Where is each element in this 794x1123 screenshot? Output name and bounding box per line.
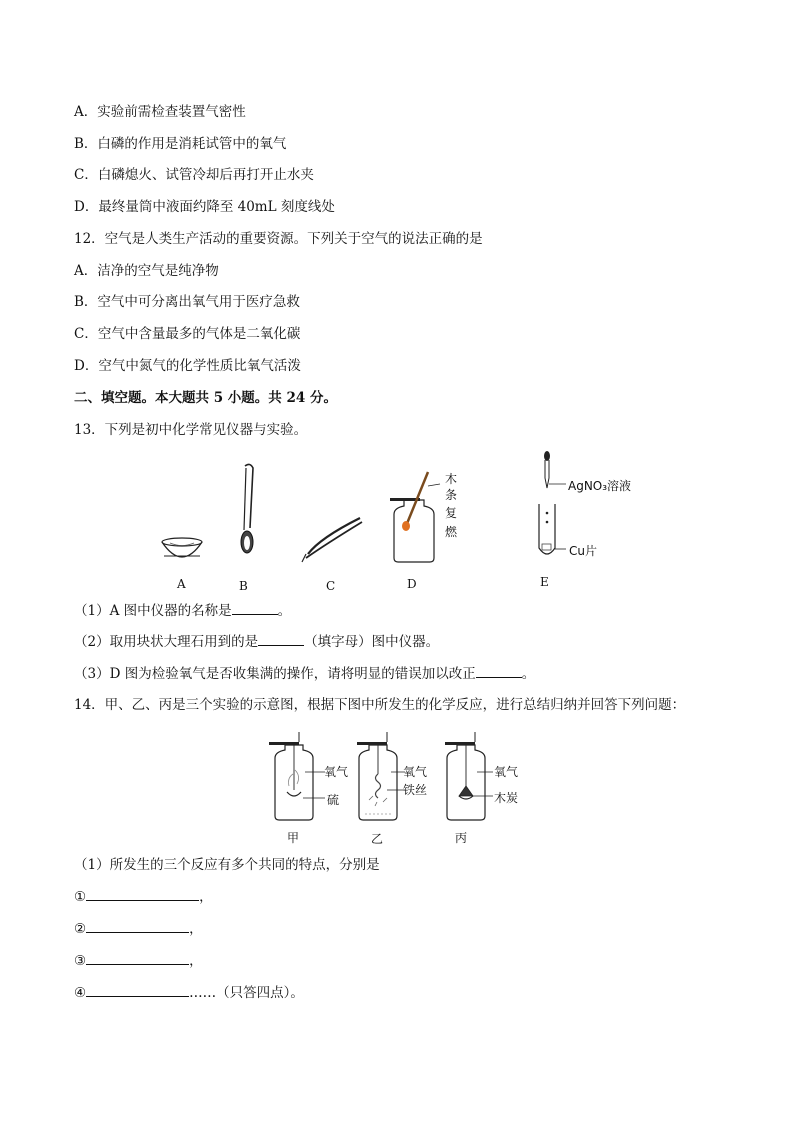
q13-sub3-text: （3）D 图为检验氧气是否收集满的操作，请将明显的错误加以改正 [74,666,476,682]
dropper-and-test-tube-icon [539,451,566,554]
q13-stem: 13．下列是初中化学常见仪器与实验。 [74,422,308,438]
q14-item-1-blank[interactable] [86,887,199,901]
q13-label-a: A [177,577,186,591]
evaporating-dish-icon [162,538,202,557]
q12-option-c: C．空气中含量最多的气体是二氧化碳 [74,326,301,342]
q13-sub3 [74,664,535,683]
q11-option-b: B．白磷的作用是消耗试管中的氧气 [74,136,287,152]
q13-figure [150,448,670,596]
q13-e-bottom-label: Cu片 [569,544,597,558]
yi-solid-label: 铁丝 [403,783,428,797]
section-heading: 二、填空题。本大题共 5 小题。共 24 分。 [74,390,337,406]
q14-item-4-marker: ④ [74,985,87,1001]
bottle-bing-charcoal-icon [445,732,493,820]
q11-option-a: A．实验前需检查装置气密性 [74,104,246,120]
q12-stem: 12．空气是人类生产活动的重要资源。下列关于空气的说法正确的是 [74,231,483,247]
q13-d-text-3: 复 [445,506,458,520]
bottle-jia-sulfur-icon [269,732,325,820]
q13-sub3-blank[interactable] [476,664,522,678]
q14-item-4 [74,983,304,1002]
q13-label-b: B [239,579,248,593]
q13-label-e: E [540,575,549,589]
q14-sub1: （1）所发生的三个反应有多个共同的特点，分别是 [74,857,380,873]
q14-item-3-blank[interactable] [86,951,189,965]
q14-item-4-blank[interactable] [86,983,189,997]
q11-option-c: C．白磷熄火、试管冷却后再打开止水夹 [74,167,314,183]
jia-gas-label: 氧气 [324,765,349,779]
q14-item-3-marker: ③ [74,953,87,969]
gas-bottle-with-splint-icon [390,472,440,562]
q14-item-2-marker: ② [74,921,87,937]
bing-solid-label: 木炭 [494,791,519,805]
tweezers-icon [302,518,362,562]
q14-item-3 [74,951,203,970]
q13-d-text-1: 木 [445,472,458,486]
q13-sub2 [74,632,439,651]
bing-name-label: 丙 [455,831,468,845]
q13-sub1-end: 。 [277,603,292,619]
q13-label-c: C [326,579,336,593]
bing-gas-label: 氧气 [494,765,519,779]
q14-item-4-tail: ……（只答四点）。 [189,985,304,1001]
q13-sub1-blank[interactable] [232,601,278,615]
q11-option-d: D．最终量筒中液面约降至 40mL 刻度线处 [74,199,335,215]
q14-item-1-comma: ， [199,889,213,905]
jia-name-label: 甲 [287,831,300,845]
q13-sub2-text: （2）取用块状大理石用到的是 [74,634,259,650]
yi-name-label: 乙 [371,832,384,846]
medicine-spoon-icon [241,464,253,553]
q13-sub2-end: （填字母）图中仪器。 [304,634,440,650]
q13-sub3-end: 。 [521,666,536,682]
q14-item-3-comma: ， [189,953,203,969]
q14-item-2-blank[interactable] [86,919,189,933]
q14-item-1-marker: ① [74,889,87,905]
q12-option-d: D．空气中氮气的化学性质比氧气活泼 [74,358,301,374]
q12-option-a: A．洁净的空气是纯净物 [74,263,219,279]
bottle-yi-iron-wire-icon [357,732,405,820]
jia-solid-label: 硫 [327,793,340,807]
yi-gas-label: 氧气 [403,765,428,779]
q13-sub2-blank[interactable] [258,632,304,646]
q13-sub1 [74,601,291,620]
q14-stem: 14．甲、乙、丙是三个实验的示意图，根据下图中所发生的化学反应，进行总结归纳并回答下列问题： [74,697,686,713]
q14-item-2-comma: ， [189,921,203,937]
q13-e-top-label: AgNO₃溶液 [568,479,632,493]
q13-d-text-4: 燃 [445,525,458,539]
q14-item-1 [74,887,213,906]
q14-figure [265,728,545,852]
q12-option-b: B．空气中可分离出氧气用于医疗急救 [74,294,300,310]
q13-d-text-2: 条 [445,488,458,502]
q13-apparatus-drawing [150,448,670,596]
q14-item-2 [74,919,203,938]
q13-sub1-text: （1）A 图中仪器的名称是 [74,603,232,619]
q13-label-d: D [407,577,417,591]
